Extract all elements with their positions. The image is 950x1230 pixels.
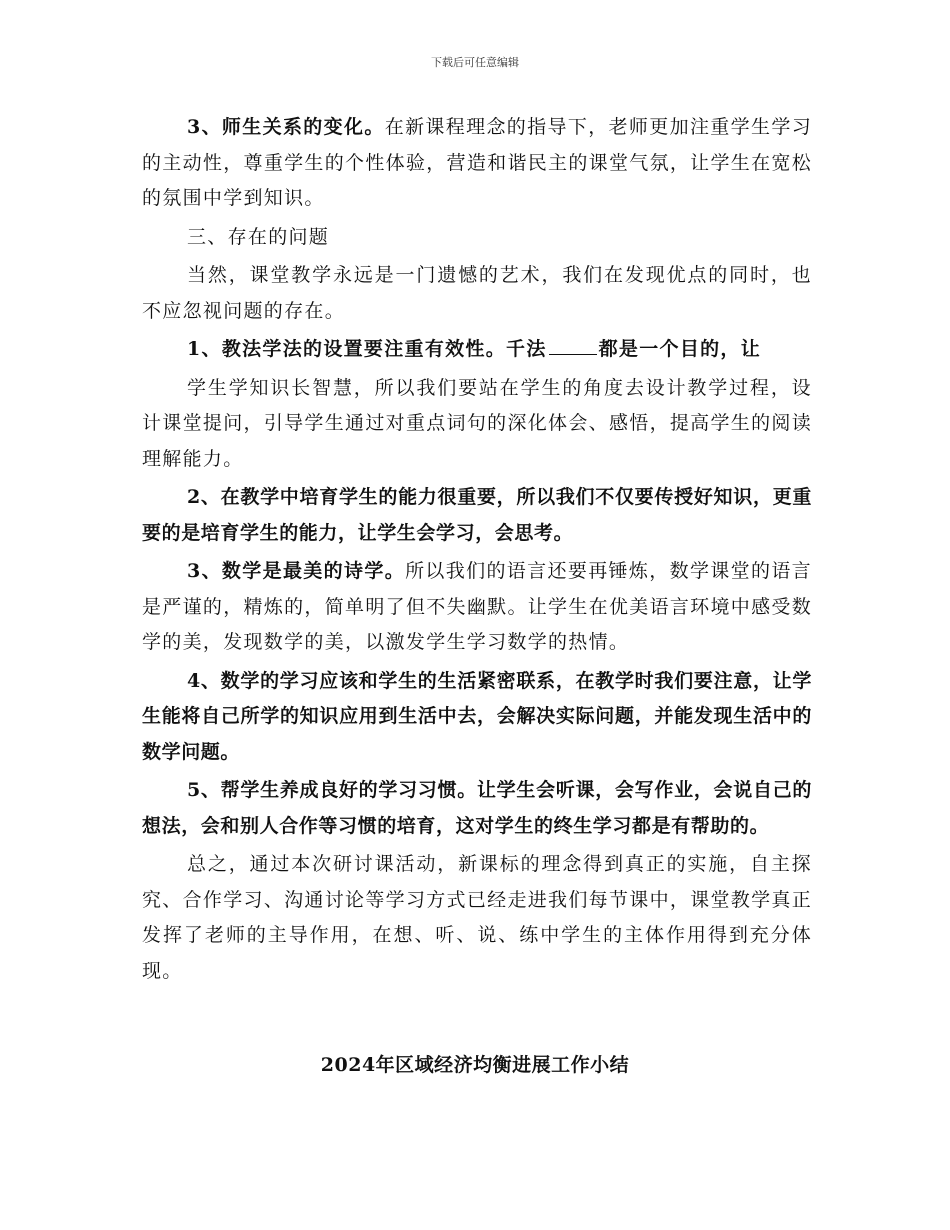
paragraph-lead: 3、师生关系的变化。: [187, 116, 385, 138]
point-1-text-before-blank: 1、教法学法的设置要注重有效性。千法: [187, 338, 547, 360]
paragraph-point-4: 4、数学的学习应该和学生的生活紧密联系，在教学时我们要注意，让学生能将自己所学的知识应用到生活中去，会解决实际问题，并能发现生活中的数学问题。: [142, 669, 812, 763]
paragraph-point-1-detail: 学生学知识长智慧，所以我们要站在学生的角度去设计教学过程，设计课堂提问，引导学生通过对重点词句的深化体会、感悟，提高学生的阅读理解能力。: [142, 376, 812, 470]
paragraph-point-2: 2、在教学中培育学生的能力很重要，所以我们不仅要传授好知识，更重要的是培育学生的能力，让学生会学习，会思考。: [142, 486, 812, 544]
paragraph-point-1: [142, 332, 812, 368]
paragraph-conclusion: 总之，通过本次研讨课活动，新课标的理念得到真正的实施，自主探究、合作学习、沟通讨论等学习方式已经走进我们每节课中，课堂教学真正发挥了老师的主导作用，在想、听、说、练中学生的主体作用得到充分体现。: [142, 853, 812, 982]
paragraph-lead: 3、数学是最美的诗学。: [187, 560, 406, 582]
next-document-title: 2024年区域经济均衡进展工作小结: [320, 1054, 630, 1076]
paragraph-point-3: [142, 554, 812, 661]
section-heading-problems: 三、存在的问题: [187, 225, 330, 248]
page-header-note: 下载后可任意编辑: [431, 56, 519, 69]
fill-in-blank: [549, 336, 597, 355]
document-body: [142, 110, 812, 992]
point-1-text-after-blank: 都是一个目的，让: [598, 338, 762, 360]
paragraph-point-5: 5、帮学生养成良好的学习习惯。让学生会听课，会写作业，会说自己的想法，会和别人合作等习惯的培育，这对学生的终生学习都是有帮助的。: [142, 779, 812, 837]
paragraph-text: 所以我们的语言还要再锤炼，数学课堂的语言是严谨的，精炼的，简单明了但不失幽默。让学生在优美语言环境中感受数学的美，发现数学的美，以激发学生学习数学的热情。: [142, 560, 812, 653]
paragraph-text: 在新课程理念的指导下，老师更加注重学生学习的主动性，尊重学生的个性体验，营造和谐民主的课堂气氛，让学生在宽松的氛围中学到知识。: [142, 116, 812, 209]
paragraph-teacher-student-relation: [142, 110, 812, 217]
paragraph-problems-intro: 当然，课堂教学永远是一门遗憾的艺术，我们在发现优点的同时，也不应忽视问题的存在。: [142, 264, 812, 322]
